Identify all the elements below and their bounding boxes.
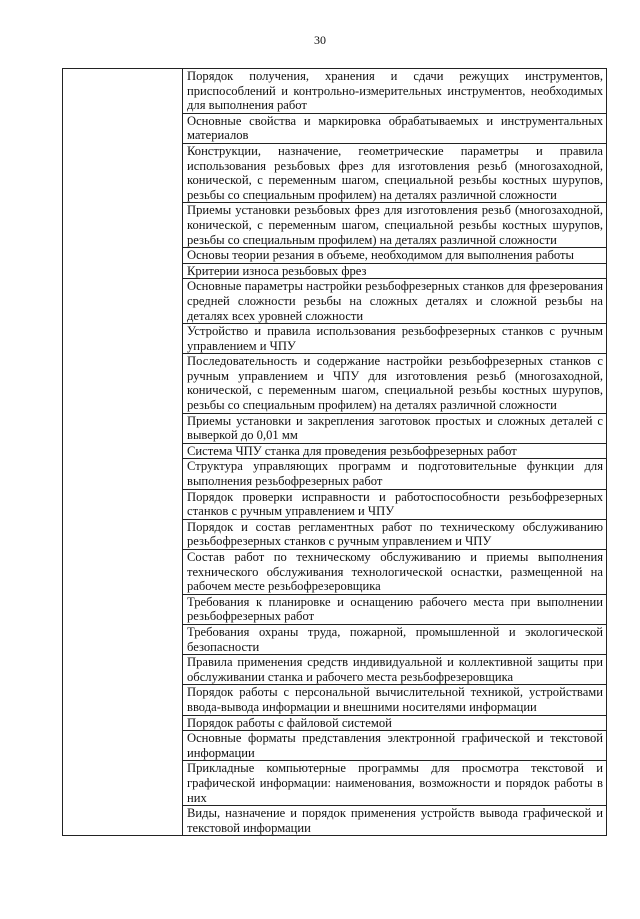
knowledge-item: Приемы установки и закрепления заготовок простых и сложных деталей с выверкой до 0,01 мм <box>183 413 607 443</box>
table-body <box>63 69 607 836</box>
knowledge-item: Конструкции, назначение, геометрические параметры и правила использования резьбовых фрез для изготовления резьб (многозаходной, конической, с переменным шагом, специальной резьбы костных шурупов, резьбы со специальным профилем) на деталях различной сложности <box>183 143 607 202</box>
knowledge-item: Порядок работы с файловой системой <box>183 715 607 731</box>
knowledge-table <box>62 68 607 836</box>
page-number: 30 <box>314 33 326 47</box>
knowledge-item: Правила применения средств индивидуальной и коллективной защиты при обслуживании станка и рабочего места резьбофрезеровщика <box>183 655 607 685</box>
knowledge-item: Требования охраны труда, пожарной, промышленной и экологической безопасности <box>183 624 607 654</box>
knowledge-item: Приемы установки резьбовых фрез для изготовления резьб (многозаходной, конической, с переменным шагом, специальной резьбы костных шурупов, резьбы со специальным профилем) на деталях различной сложности <box>183 203 607 248</box>
knowledge-item: Последовательность и содержание настройки резьбофрезерных станков с ручным управлением и ЧПУ для изготовления резьб (многозаходной, конической, с переменным шагом, специальной резьбы костных шурупов, резьбы со специальным профилем) на деталях различной сложности <box>183 354 607 413</box>
knowledge-item: Требования к планировке и оснащению рабочего места при выполнении резьбофрезерных работ <box>183 594 607 624</box>
table-row <box>63 69 607 114</box>
knowledge-item: Порядок проверки исправности и работоспособности резьбофрезерных станков с ручным управлением и ЧПУ <box>183 489 607 519</box>
knowledge-item: Прикладные компьютерные программы для просмотра текстовой и графической информации: наименования, возможности и порядок работы в них <box>183 761 607 806</box>
knowledge-item: Виды, назначение и порядок применения устройств вывода графической и текстовой информации <box>183 806 607 836</box>
knowledge-item: Устройство и правила использования резьбофрезерных станков с ручным управлением и ЧПУ <box>183 324 607 354</box>
knowledge-item: Основные свойства и маркировка обрабатываемых и инструментальных материалов <box>183 113 607 143</box>
knowledge-item: Порядок получения, хранения и сдачи режущих инструментов, приспособлений и контрольно-измерительных инструментов, необходимых для выполнения работ <box>183 69 607 114</box>
knowledge-item: Система ЧПУ станка для проведения резьбофрезерных работ <box>183 443 607 459</box>
section-label-cell <box>63 69 183 836</box>
knowledge-item: Состав работ по техническому обслуживанию и приемы выполнения технического обслуживания технологической оснастки, размещенной на рабочем месте резьбофрезеровщика <box>183 550 607 595</box>
knowledge-item: Порядок работы с персональной вычислительной техникой, устройствами ввода-вывода информации и внешними носителями информации <box>183 685 607 715</box>
knowledge-item: Структура управляющих программ и подготовительные функции для выполнения резьбофрезерных работ <box>183 459 607 489</box>
knowledge-item: Основные форматы представления электронной графической и текстовой информации <box>183 731 607 761</box>
knowledge-item: Основы теории резания в объеме, необходимом для выполнения работы <box>183 248 607 264</box>
knowledge-item: Порядок и состав регламентных работ по техническому обслуживанию резьбофрезерных станков с ручным управлением и ЧПУ <box>183 519 607 549</box>
knowledge-item: Основные параметры настройки резьбофрезерных станков для фрезерования средней сложности резьбы на сложных деталях и сложной резьбы на деталях всех уровней сложности <box>183 279 607 324</box>
knowledge-item: Критерии износа резьбовых фрез <box>183 263 607 279</box>
